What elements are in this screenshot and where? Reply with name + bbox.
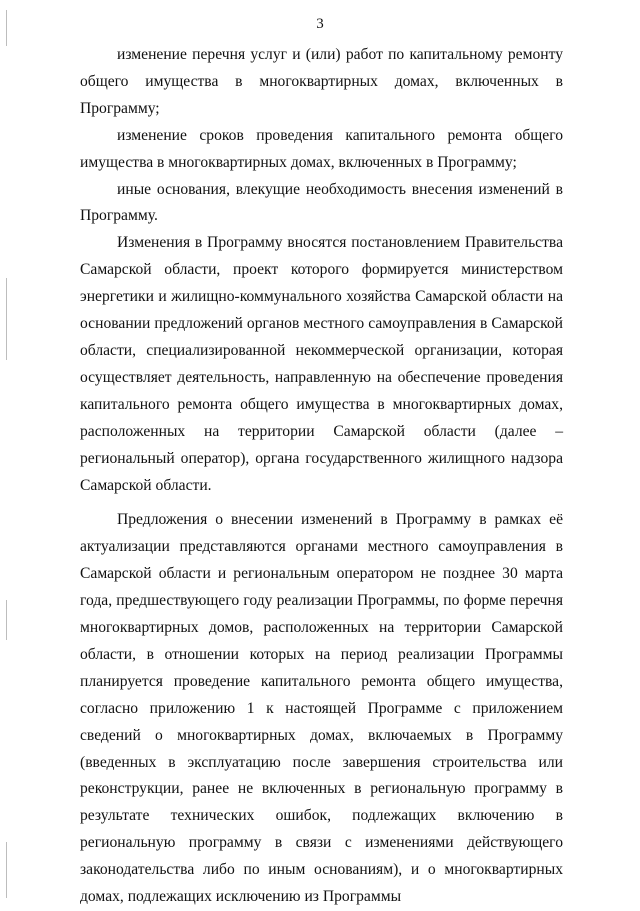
paragraph-proposals: Предложения о внесении изменений в Программу в рамках её актуализации представляются органами местного самоуправления в Самарской области и региональным оператором не позднее 30 марта года, предшествующего году реализации Программы, по форме перечня многоквартирных домов, расположенных на территории Самарской области, в отношении которых на период реализации Программы планируется проведение капитального ремонта общего имущества, согласно приложению 1 к настоящей Программе с приложением сведений о многоквартирных домах, включаемых в Программу (введенных в эксплуатацию после завершения строительства или реконструкции, ранее не включенных в региональную программу в результате технических ошибок, подлежащих включению в региональную программу в связи с изменениями действующего законодательства либо по иным основаниям), и о многоквартирных домах, подлежащих исключению из Программы [80,511,563,906]
paragraph-change-services: изменение перечня услуг и (или) работ по капитальному ремонту общего имущества в многоквартирных домах, включенных в Программу; [80,46,563,117]
scan-margin-mark [6,600,7,640]
paragraph-change-terms: изменение сроков проведения капитального ремонта общего имущества в многоквартирных домах, включенных в Программу; [80,126,563,171]
page-number: 3 [316,16,324,32]
document-body [80,42,563,911]
scan-margin-mark [6,842,7,898]
scan-margin-mark [6,278,7,360]
paragraph-amendments-procedure: Изменения в Программу вносятся постановлением Правительства Самарской области, проект которого формируется министерством энергетики и жилищно-коммунального хозяйства Самарской области на основании предложений органов местного самоуправления в Самарской области, специализированной некоммерческой организации, которая осуществляет деятельность, направленную на обеспечение проведения капитального ремонта общего имущества в многоквартирных домах, расположенных на территории Самарской области (далее – региональный оператор), органа государственного жилищного надзора Самарской области. [80,234,563,494]
paragraph-other-grounds: иные основания, влекущие необходимость внесения изменений в Программу. [80,180,563,225]
